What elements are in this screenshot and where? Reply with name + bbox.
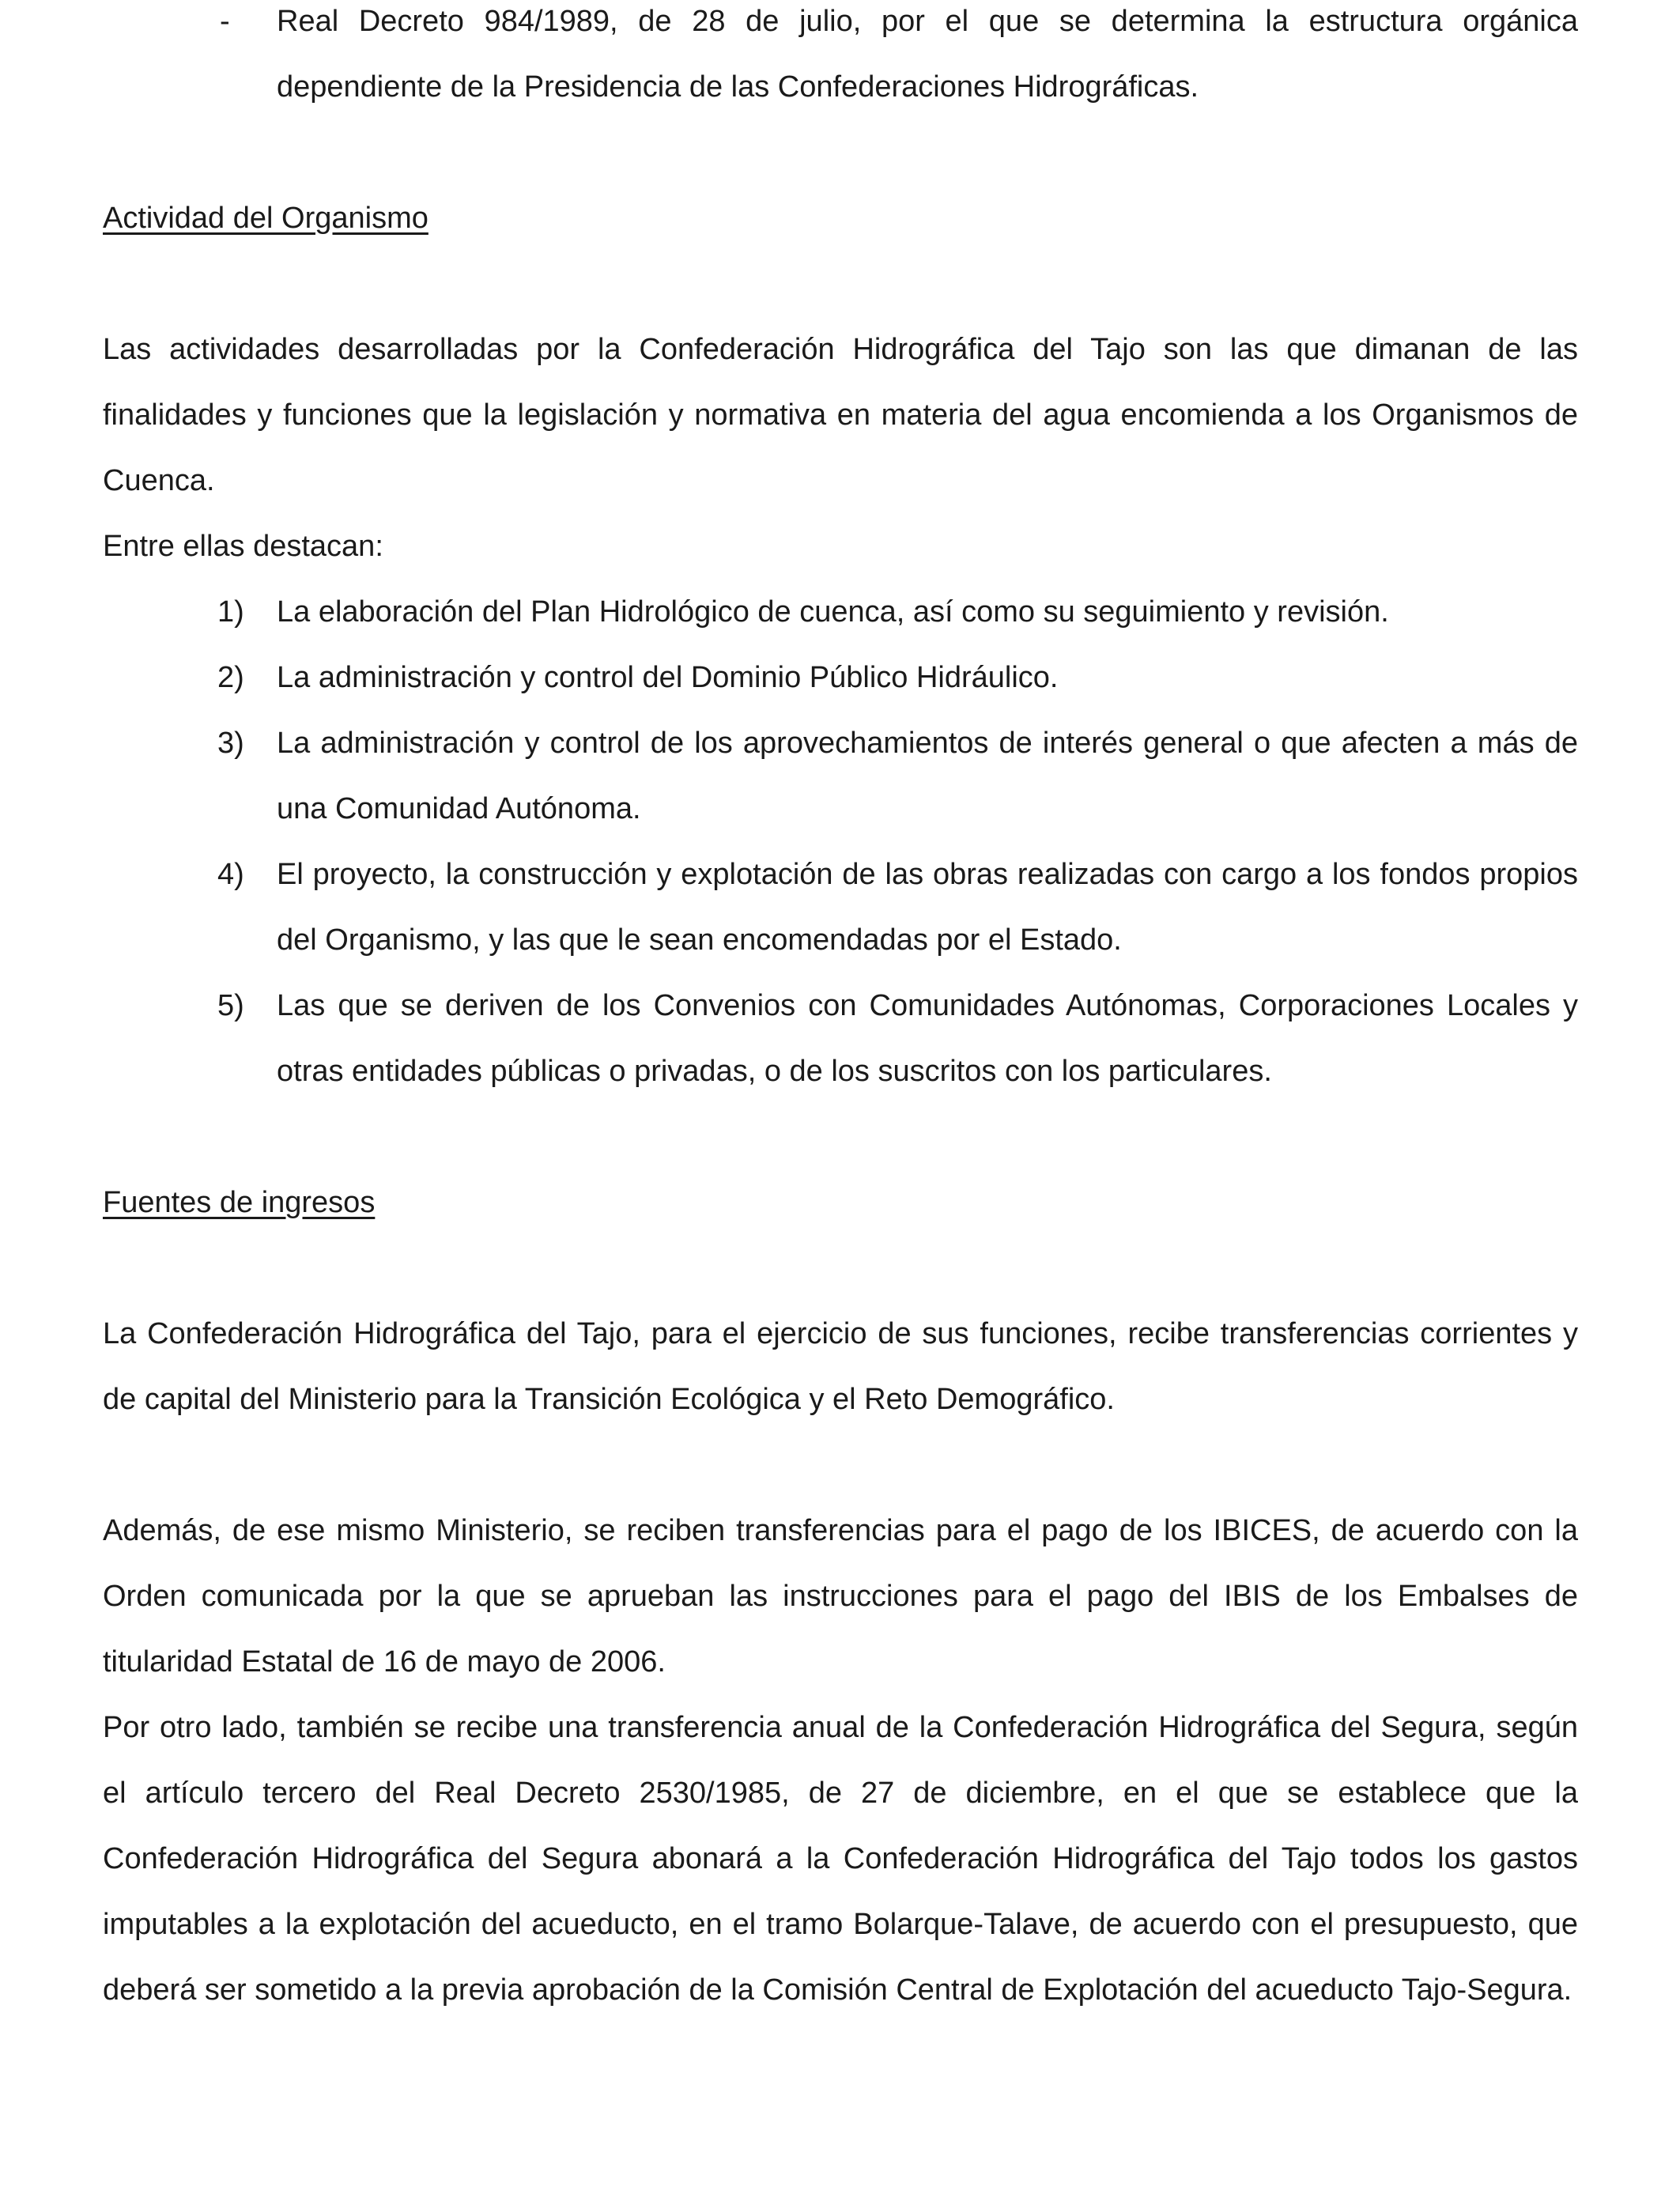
- activity-paragraph: Las actividades desarrolladas por la Confederación Hidrográfica del Tajo son las que dimanan de las finalidades y funciones que la legislación y normativa en materia del agua encomienda a los Organismos de Cuenca.: [103, 333, 1578, 497]
- list-item-number: 3): [217, 727, 244, 760]
- list-item: [103, 842, 1578, 973]
- income-paragraph-2: Además, de ese mismo Ministerio, se reciben transferencias para el pago de los IBICES, de acuerdo con la Orden comunicada por la que se aprueban las instrucciones para el pago del IBIS de los Embalses de titularidad Estatal de 16 de mayo de 2006.: [103, 1514, 1578, 1679]
- intro-list-text: Real Decreto 984/1989, de 28 de julio, por el que se determina la estructura orgánica dependiente de la Presidencia de las Confederaciones Hidrográficas.: [277, 5, 1578, 104]
- activity-numbered-list: [103, 580, 1578, 1105]
- list-item-text: La elaboración del Plan Hidrológico de cuenca, así como su seguimiento y revisión.: [277, 595, 1389, 629]
- list-dash-marker: -: [220, 5, 230, 38]
- list-item: [103, 711, 1578, 842]
- list-item: [103, 645, 1578, 711]
- list-item-text: Las que se deriven de los Convenios con Comunidades Autónomas, Corporaciones Locales y otras entidades públicas o privadas, o de los suscritos con los particulares.: [277, 989, 1578, 1088]
- list-item: [103, 580, 1578, 645]
- activity-lead: Entre ellas destacan:: [103, 530, 383, 563]
- spacer: [103, 1433, 1578, 1498]
- list-item-text: El proyecto, la construcción y explotación de las obras realizadas con cargo a los fondos propios del Organismo, y las que le sean encomendadas por el Estado.: [277, 858, 1578, 957]
- list-item-text: La administración y control de los aprovechamientos de interés general o que afecten a más de una Comunidad Autónoma.: [277, 727, 1578, 825]
- spacer: [103, 120, 1578, 186]
- income-paragraph-1: La Confederación Hidrográfica del Tajo, para el ejercicio de sus funciones, recibe transferencias corrientes y de capital del Ministerio para la Transición Ecológica y el Reto Demográfico.: [103, 1317, 1578, 1416]
- list-item: [103, 973, 1578, 1105]
- spacer: [103, 1236, 1578, 1301]
- spacer: [103, 251, 1578, 317]
- heading-activity: Actividad del Organismo: [103, 202, 428, 235]
- list-item-number: 4): [217, 858, 244, 891]
- list-item-number: 5): [217, 989, 244, 1022]
- list-item-number: 1): [217, 595, 244, 629]
- intro-list-item: [103, 0, 1578, 120]
- list-item-text: La administración y control del Dominio Público Hidráulico.: [277, 661, 1059, 694]
- spacer: [103, 1105, 1578, 1170]
- list-item-number: 2): [217, 661, 244, 694]
- document-page: [103, 0, 1578, 2023]
- heading-income: Fuentes de ingresos: [103, 1186, 376, 1219]
- income-paragraph-3: Por otro lado, también se recibe una transferencia anual de la Confederación Hidrográfica del Segura, según el artículo tercero del Real Decreto 2530/1985, de 27 de diciembre, en el que se establece que la Confederación Hidrográfica del Segura abonará a la Confederación Hidrográfica del Tajo todos los gastos imputables a la explotación del acueducto, en el tramo Bolarque-Talave, de acuerdo con el presupuesto, que deberá ser sometido a la previa aprobación de la Comisión Central de Explotación del acueducto Tajo-Segura.: [103, 1711, 1578, 2007]
